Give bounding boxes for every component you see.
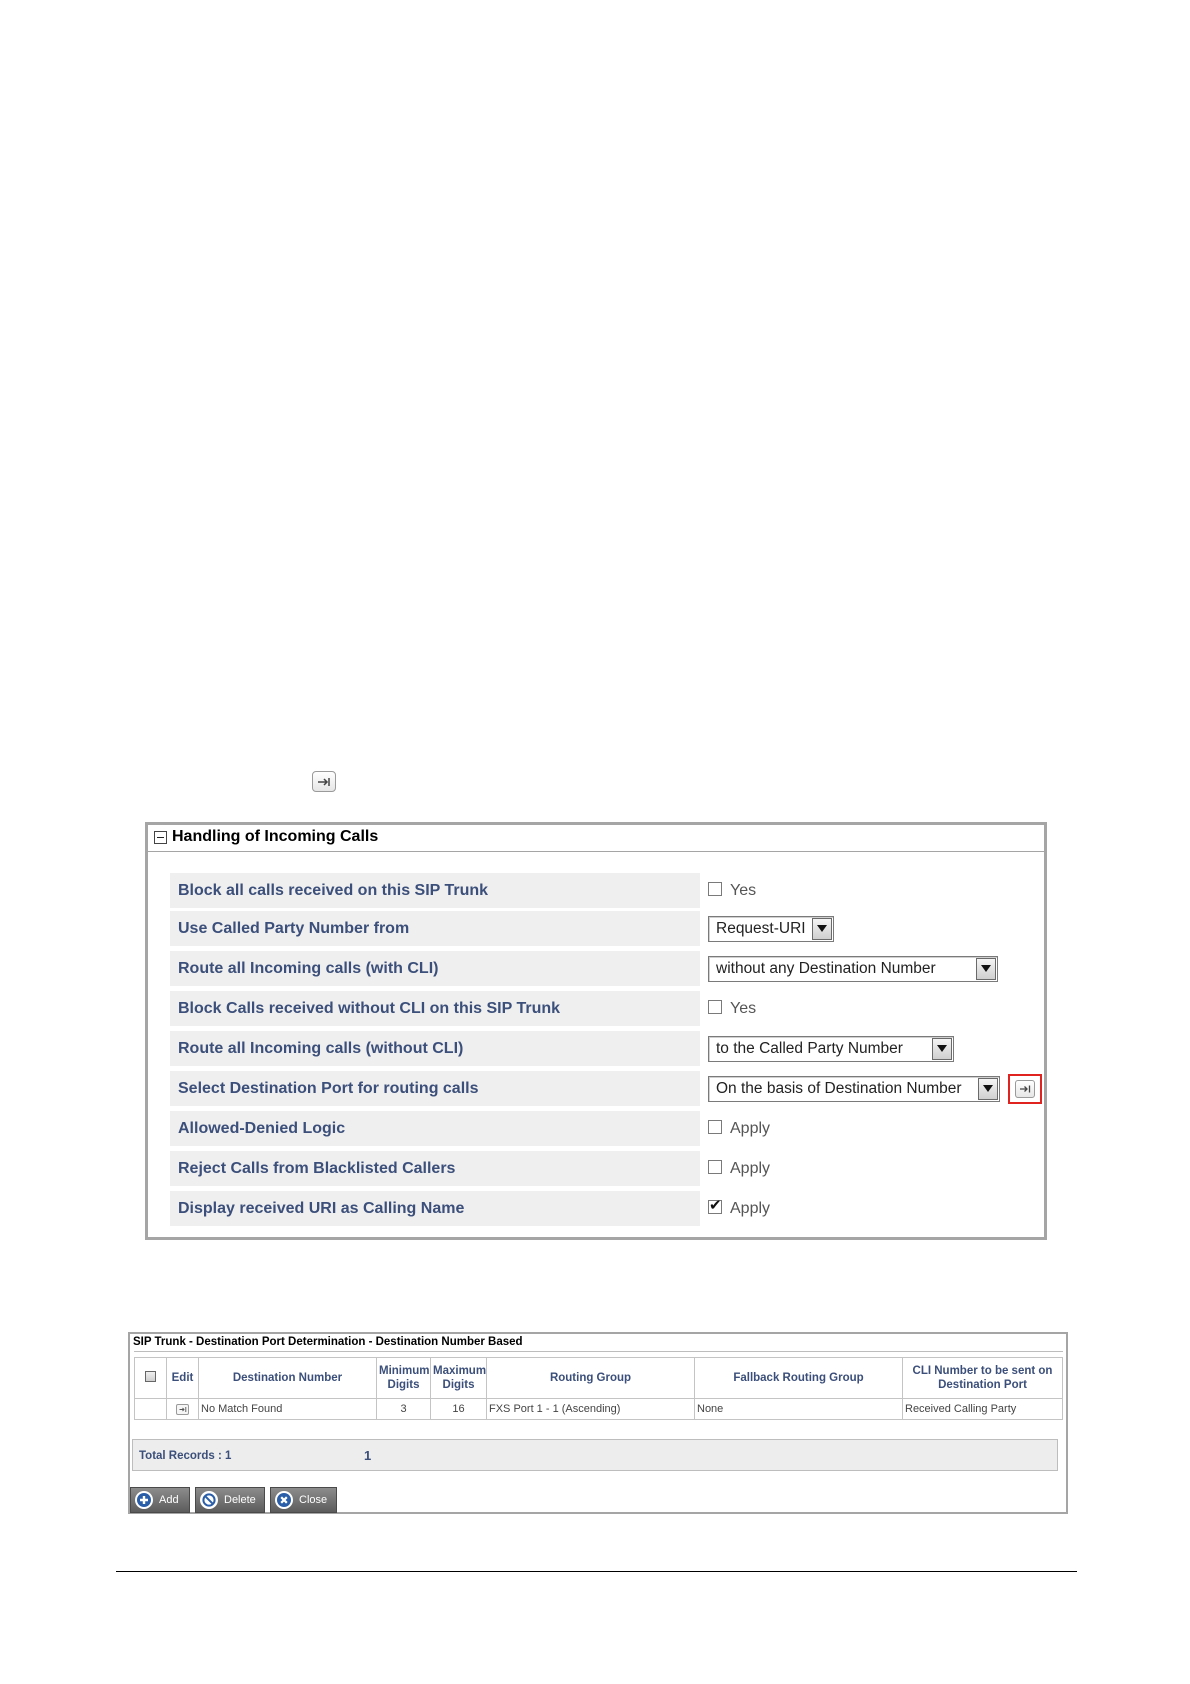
column-header-cli-number[interactable]: CLI Number to be sent on Destination Port: [903, 1358, 1063, 1399]
field-label: Use Called Party Number from: [170, 911, 700, 946]
form-row-destination-port: [170, 1071, 1040, 1106]
add-button-label: Add: [159, 1494, 179, 1506]
x-circle-icon: [275, 1491, 293, 1509]
field-label: Block all calls received on this SIP Trunk: [170, 873, 700, 908]
checkbox-label: Apply: [730, 1199, 771, 1217]
cell-max-digits: 16: [431, 1399, 487, 1420]
select-all-checkbox-cell: [135, 1358, 167, 1399]
arrow-right-icon: [179, 1406, 187, 1413]
select-value: Request-URI: [716, 919, 806, 937]
form-row-allowed-denied: [170, 1111, 1040, 1146]
edit-cell: [167, 1399, 199, 1420]
delete-button-label: Delete: [224, 1494, 256, 1506]
delete-button[interactable]: [195, 1487, 265, 1513]
checkbox-label: Apply: [730, 1119, 771, 1137]
form-row-route-without-cli: [170, 1031, 1040, 1066]
destination-number-table: [134, 1357, 1063, 1420]
arrow-right-icon: [1019, 1084, 1031, 1094]
configure-destination-port-button[interactable]: [1015, 1080, 1035, 1098]
form-row-route-with-cli: [170, 951, 1040, 986]
field-label: Route all Incoming calls (without CLI): [170, 1031, 700, 1066]
column-header-routing-group[interactable]: Routing Group: [487, 1358, 695, 1399]
footer-divider: [116, 1571, 1077, 1572]
checkbox-label: Yes: [730, 881, 757, 899]
called-party-number-select[interactable]: [708, 916, 834, 942]
no-entry-icon: [200, 1491, 218, 1509]
plus-circle-icon: [135, 1491, 153, 1509]
chevron-down-icon[interactable]: [812, 918, 832, 940]
highlight-box: [1008, 1074, 1042, 1104]
handling-incoming-calls-panel: [145, 822, 1047, 1240]
close-button[interactable]: [270, 1487, 337, 1513]
chevron-down-icon[interactable]: [978, 1078, 998, 1100]
select-value: On the basis of Destination Number: [716, 1079, 962, 1097]
column-header-min-digits[interactable]: Minimum Digits: [377, 1358, 431, 1399]
route-without-cli-select[interactable]: [708, 1036, 954, 1062]
form-row-called-party-number: [170, 911, 1040, 946]
add-button[interactable]: [130, 1487, 190, 1513]
table-header-row: [135, 1358, 1063, 1399]
checkbox-label: Apply: [730, 1159, 771, 1177]
field-label: Allowed-Denied Logic: [170, 1111, 700, 1146]
panel-header: [148, 825, 1044, 852]
field-label: Block Calls received without CLI on this SIP Trunk: [170, 991, 700, 1026]
cell-destination-number: No Match Found: [199, 1399, 377, 1420]
total-records: Total Records : 1: [139, 1450, 232, 1462]
pagination-bar: [132, 1439, 1058, 1471]
cell-routing-group: FXS Port 1 - 1 (Ascending): [487, 1399, 695, 1420]
edit-row-button[interactable]: [176, 1404, 189, 1415]
select-value: to the Called Party Number: [716, 1039, 903, 1057]
form-row-reject-blacklisted: [170, 1151, 1040, 1186]
divider: [134, 1351, 1063, 1352]
collapse-icon[interactable]: [154, 831, 167, 844]
select-all-checkbox[interactable]: [145, 1371, 156, 1382]
field-label: Select Destination Port for routing calls: [170, 1071, 700, 1106]
column-header-destination-number[interactable]: Destination Number: [199, 1358, 377, 1399]
display-uri-checkbox[interactable]: [708, 1200, 722, 1214]
block-all-calls-checkbox[interactable]: [708, 882, 722, 896]
checkbox-label: Yes: [730, 999, 757, 1017]
field-label: Reject Calls from Blacklisted Callers: [170, 1151, 700, 1186]
cell-min-digits: 3: [377, 1399, 431, 1420]
column-header-max-digits[interactable]: Maximum Digits: [431, 1358, 487, 1399]
reject-blacklisted-checkbox[interactable]: [708, 1160, 722, 1174]
arrow-right-icon: [312, 771, 336, 792]
column-header-fallback-routing-group[interactable]: Fallback Routing Group: [695, 1358, 903, 1399]
route-with-cli-select[interactable]: [708, 956, 998, 982]
cell-fallback-routing-group: None: [695, 1399, 903, 1420]
select-value: without any Destination Number: [716, 959, 936, 977]
form-row-block-without-cli: [170, 991, 1040, 1026]
destination-port-select[interactable]: [708, 1076, 1000, 1102]
field-label: Display received URI as Calling Name: [170, 1191, 700, 1226]
form-row-block-all-calls: [170, 873, 1040, 908]
panel-title: SIP Trunk - Destination Port Determination - Destination Number Based: [133, 1336, 523, 1348]
panel-title: Handling of Incoming Calls: [172, 828, 379, 845]
form-row-display-uri: [170, 1191, 1040, 1226]
table-row: [135, 1399, 1063, 1420]
row-checkbox-cell: [135, 1399, 167, 1420]
destination-port-determination-panel: [128, 1332, 1068, 1514]
chevron-down-icon[interactable]: [932, 1038, 952, 1060]
column-header-edit: Edit: [167, 1358, 199, 1399]
close-button-label: Close: [299, 1494, 328, 1506]
block-without-cli-checkbox[interactable]: [708, 1000, 722, 1014]
chevron-down-icon[interactable]: [976, 958, 996, 980]
field-label: Route all Incoming calls (with CLI): [170, 951, 700, 986]
page-link-1[interactable]: 1: [364, 1448, 372, 1463]
allowed-denied-checkbox[interactable]: [708, 1120, 722, 1134]
cell-cli-number: Received Calling Party: [903, 1399, 1063, 1420]
